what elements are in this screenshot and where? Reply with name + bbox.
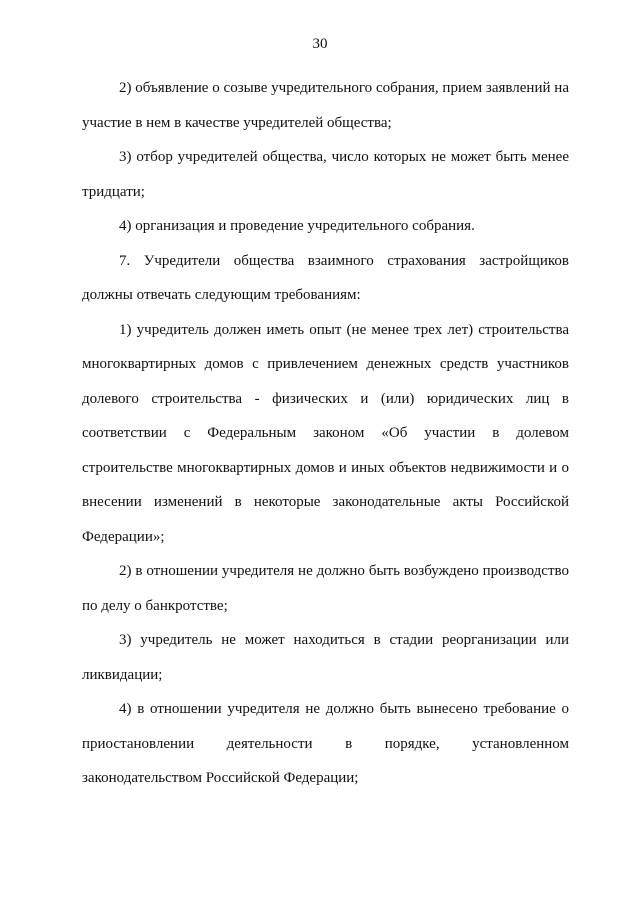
document-body	[82, 71, 569, 796]
page-number: 30	[312, 36, 328, 52]
paragraph-requirement-3: 3) учредитель не может находиться в стадии реорганизации или ликвидации;	[82, 632, 569, 683]
paragraph-clause-2: 2) объявление о созыве учредительного собрания, прием заявлений на участие в нем в качестве учредителей общества;	[82, 80, 569, 131]
paragraph-clause-4: 4) организация и проведение учредительного собрания.	[119, 218, 475, 234]
paragraph-requirement-2: 2) в отношении учредителя не должно быть возбуждено производство по делу о банкротстве;	[82, 563, 569, 614]
paragraph-section-7: 7. Учредители общества взаимного страхования застройщиков должны отвечать следующим требованиям:	[82, 252, 569, 303]
paragraph-clause-3: 3) отбор учредителей общества, число которых не может быть менее тридцати;	[82, 149, 569, 200]
paragraph-requirement-4: 4) в отношении учредителя не должно быть вынесено требование о приостановлении деятельности в порядке, установленном законодательством Российской Федерации;	[82, 701, 569, 786]
paragraph-requirement-1: 1) учредитель должен иметь опыт (не менее трех лет) строительства многоквартирных домов с привлечением денежных средств участников долевого строительства - физических и (или) юридических лиц в соответствии с Федеральным законом «Об участии в долевом строительстве многоквартирных домов и иных объектов недвижимости и о внесении изменений в некоторые законодательные акты Российской Федерации»;	[82, 321, 569, 545]
